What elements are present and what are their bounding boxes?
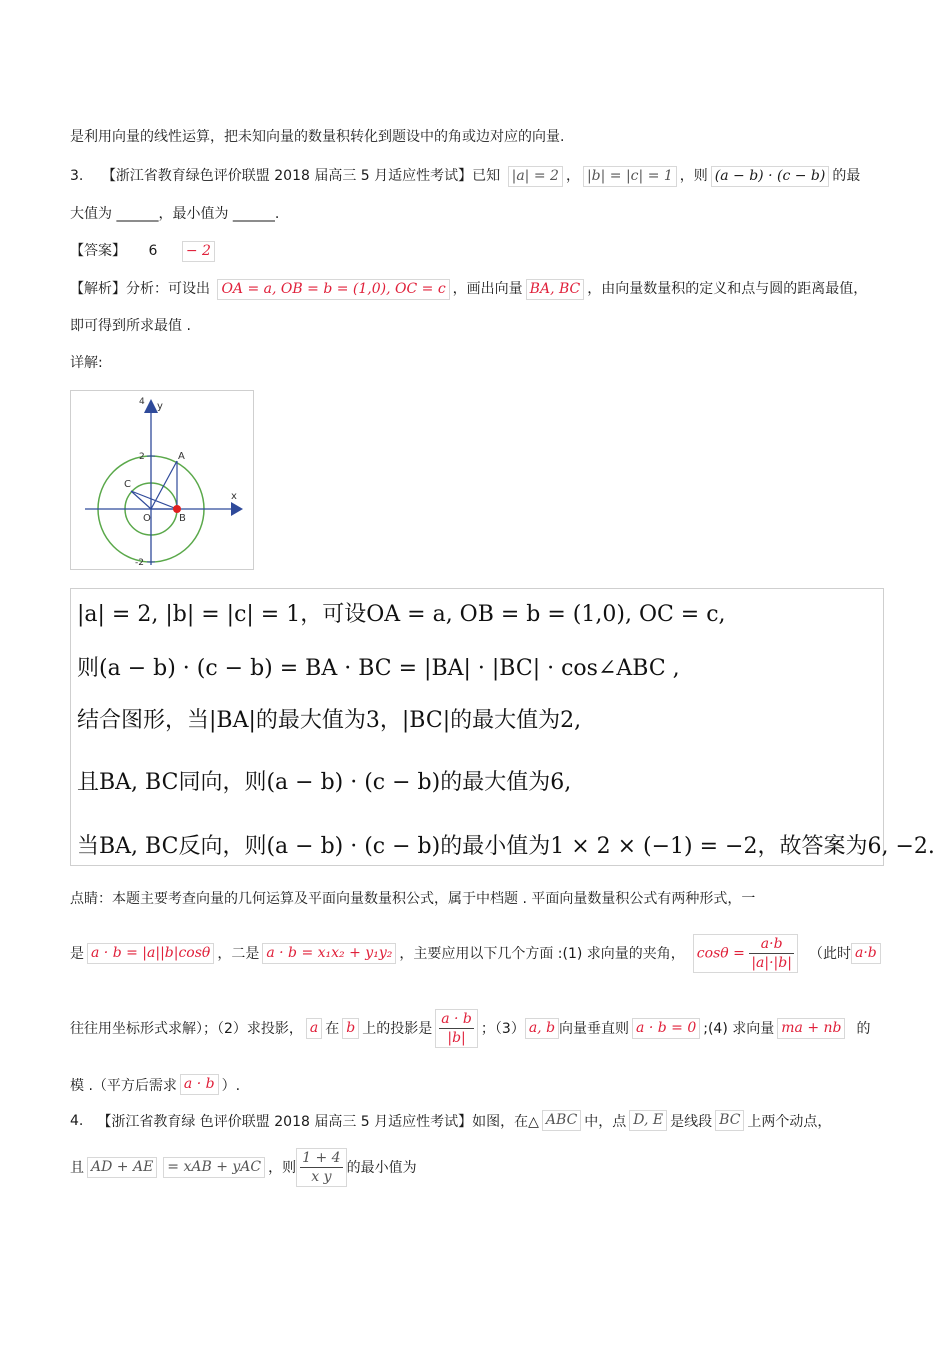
vector-b: b [342,1018,359,1039]
analysis-label: 【解析】分析：可设出 [70,281,210,297]
label-c: C [124,479,131,490]
solution-line-5: 当BA, BC反向，则(a − b) · (c − b)的最小值为1 × 2 × (−1) = −2，故答案为6, −2. [77,834,935,859]
answer-line [70,240,218,262]
question-tail: 的最 [832,168,861,184]
question-number: 3. [70,168,84,184]
analysis-vectors: BA, BC [526,279,585,300]
figure-svg [71,391,253,569]
comment-line-1: 点睛：本题主要考查向量的几何运算及平面向量数量积公式，属于中档题 . 平面向量数量积公式有两种形式，一 [70,891,756,907]
cos-denominator: |a|·|b| [751,954,792,971]
expression: (a − b) · (c − b) [711,166,830,187]
cos-numerator: a·b [749,935,794,954]
vector-decomposition: = xAB + yAC [163,1157,265,1178]
point-b-marker [173,505,181,513]
question-text: 中，点 [584,1113,627,1130]
comment-text: ，主要应用以下几个方面 :(1) 求向量的夹角， [399,946,685,962]
comment-line-2 [70,925,881,981]
answer-min: − 2 [182,241,215,262]
separator: ， [565,168,580,184]
intro-line: 是利用向量的线性运算，把未知向量的数量积转化到题设中的角或边对应的向量. [70,129,565,145]
tick-label-m2: -2 [135,558,144,568]
comment-line-4 [70,1074,240,1095]
cos-lhs: cosθ = [696,945,745,961]
analysis-line-2: 即可得到所求最值 . [70,318,191,334]
question-text: 且 [70,1160,84,1176]
question-text: 【浙江省教育绿 色评价联盟 2018 届高三 5 月适应性考试】如图，在△ [97,1113,539,1130]
analysis-setup: OA = a, OB = b = (1,0), OC = c [217,279,449,300]
solution-line-1: |a| = 2, |b| = |c| = 1，可设OA = a, OB = b = (1,0), OC = c, [77,602,726,627]
x-arrow-icon [231,502,243,516]
solution-line-2: 则(a − b) · (c − b) = BA · BC = |BA| · |BC| · cos∠ABC , [77,656,680,681]
condition-bc: |b| = |c| = 1 [583,166,677,187]
detail-label: 详解: [70,355,103,371]
analysis-line-1 [70,278,867,300]
comment-text: 往往用坐标形式求解）；（2）求投影， [70,1021,303,1037]
ab-product-2: a · b [180,1074,219,1095]
comment-line-3 [70,1000,870,1056]
tick-label-2: 2 [139,452,145,462]
vector-oc [131,491,151,509]
question-number: 4. [70,1112,84,1129]
question-text: ，则 [268,1160,297,1176]
then-text: ，则 [679,168,708,184]
analysis-mid: ，画出向量 [452,281,523,297]
vector-sum: AD + AE [87,1157,157,1178]
question-text: 是线段 [670,1113,713,1130]
circle-figure [70,390,254,570]
y-label: y [157,401,163,412]
fraction-bottom: x y [311,1168,332,1185]
question-text: 上两个动点， [747,1113,832,1130]
projection-denominator: |b| [447,1029,466,1046]
answer-label: 【答案】 [70,243,126,259]
question-4-line-2 [70,1142,417,1192]
label-o: O [143,513,151,524]
tick-label-4: 4 [139,397,145,407]
vectors-ab: a, b [525,1018,559,1039]
y-arrow-icon [144,399,158,413]
label-a: A [178,451,185,462]
question-3-line-2: 大值为 ______，最小值为 ______. [70,206,280,222]
x-label: x [231,491,237,502]
linear-combination: ma + nb [777,1018,845,1039]
comment-text: 模 .（平方后需求 [70,1077,177,1094]
cos-formula [693,934,798,973]
question-3-line-1 [70,165,860,187]
solution-box [70,588,935,866]
points-de: D, E [629,1110,667,1131]
solution-line-3: 结合图形，当|BA|的最大值为3，|BC|的最大值为2, [77,708,582,733]
question-source: 【浙江省教育绿色评价联盟 2018 届高三 5 月适应性考试】已知 [101,168,501,184]
comment-text: ；（3） [480,1021,525,1037]
fraction-top: 1 + 4 [302,1149,341,1166]
comment-text: ，二是 [217,946,260,962]
formula-2: a · b = x₁x₂ + y₁y₂ [262,943,396,964]
target-fraction [296,1148,346,1187]
triangle-abc: ABC [542,1110,581,1131]
projection-fraction [435,1009,478,1048]
vector-oa [151,461,177,509]
vector-a: a [306,1018,322,1039]
segment-bc: BC [715,1110,744,1131]
label-b: B [179,513,186,524]
question-text: 的最小值为 [346,1160,417,1176]
perpendicular-condition: a · b = 0 [632,1018,700,1039]
solution-line-4: 且BA, BC同向，则(a − b) · (c − b)的最大值为6, [77,770,572,795]
cos-fraction [749,935,794,972]
vector-bc [131,491,177,509]
comment-text: （此时 [808,946,851,962]
formula-1: a · b = |a||b|cosθ [87,943,214,964]
comment-text: ;(4) 求向量 [703,1021,775,1037]
comment-text: 向量垂直则 [559,1021,630,1037]
comment-text: 是 [70,946,84,962]
analysis-tail: ，由向量数量积的定义和点与圆的距离最值， [587,281,868,297]
projection-numerator: a · b [441,1010,472,1027]
condition-a: |a| = 2 [508,166,563,187]
question-4-line-1 [70,1110,831,1131]
comment-text: 的 [856,1021,871,1037]
answer-max: 6 [148,243,158,259]
ab-product: a·b [851,943,881,964]
comment-text: 上的投影是 [362,1021,433,1037]
comment-text: 在 [325,1021,340,1037]
comment-text: ）. [221,1077,241,1094]
